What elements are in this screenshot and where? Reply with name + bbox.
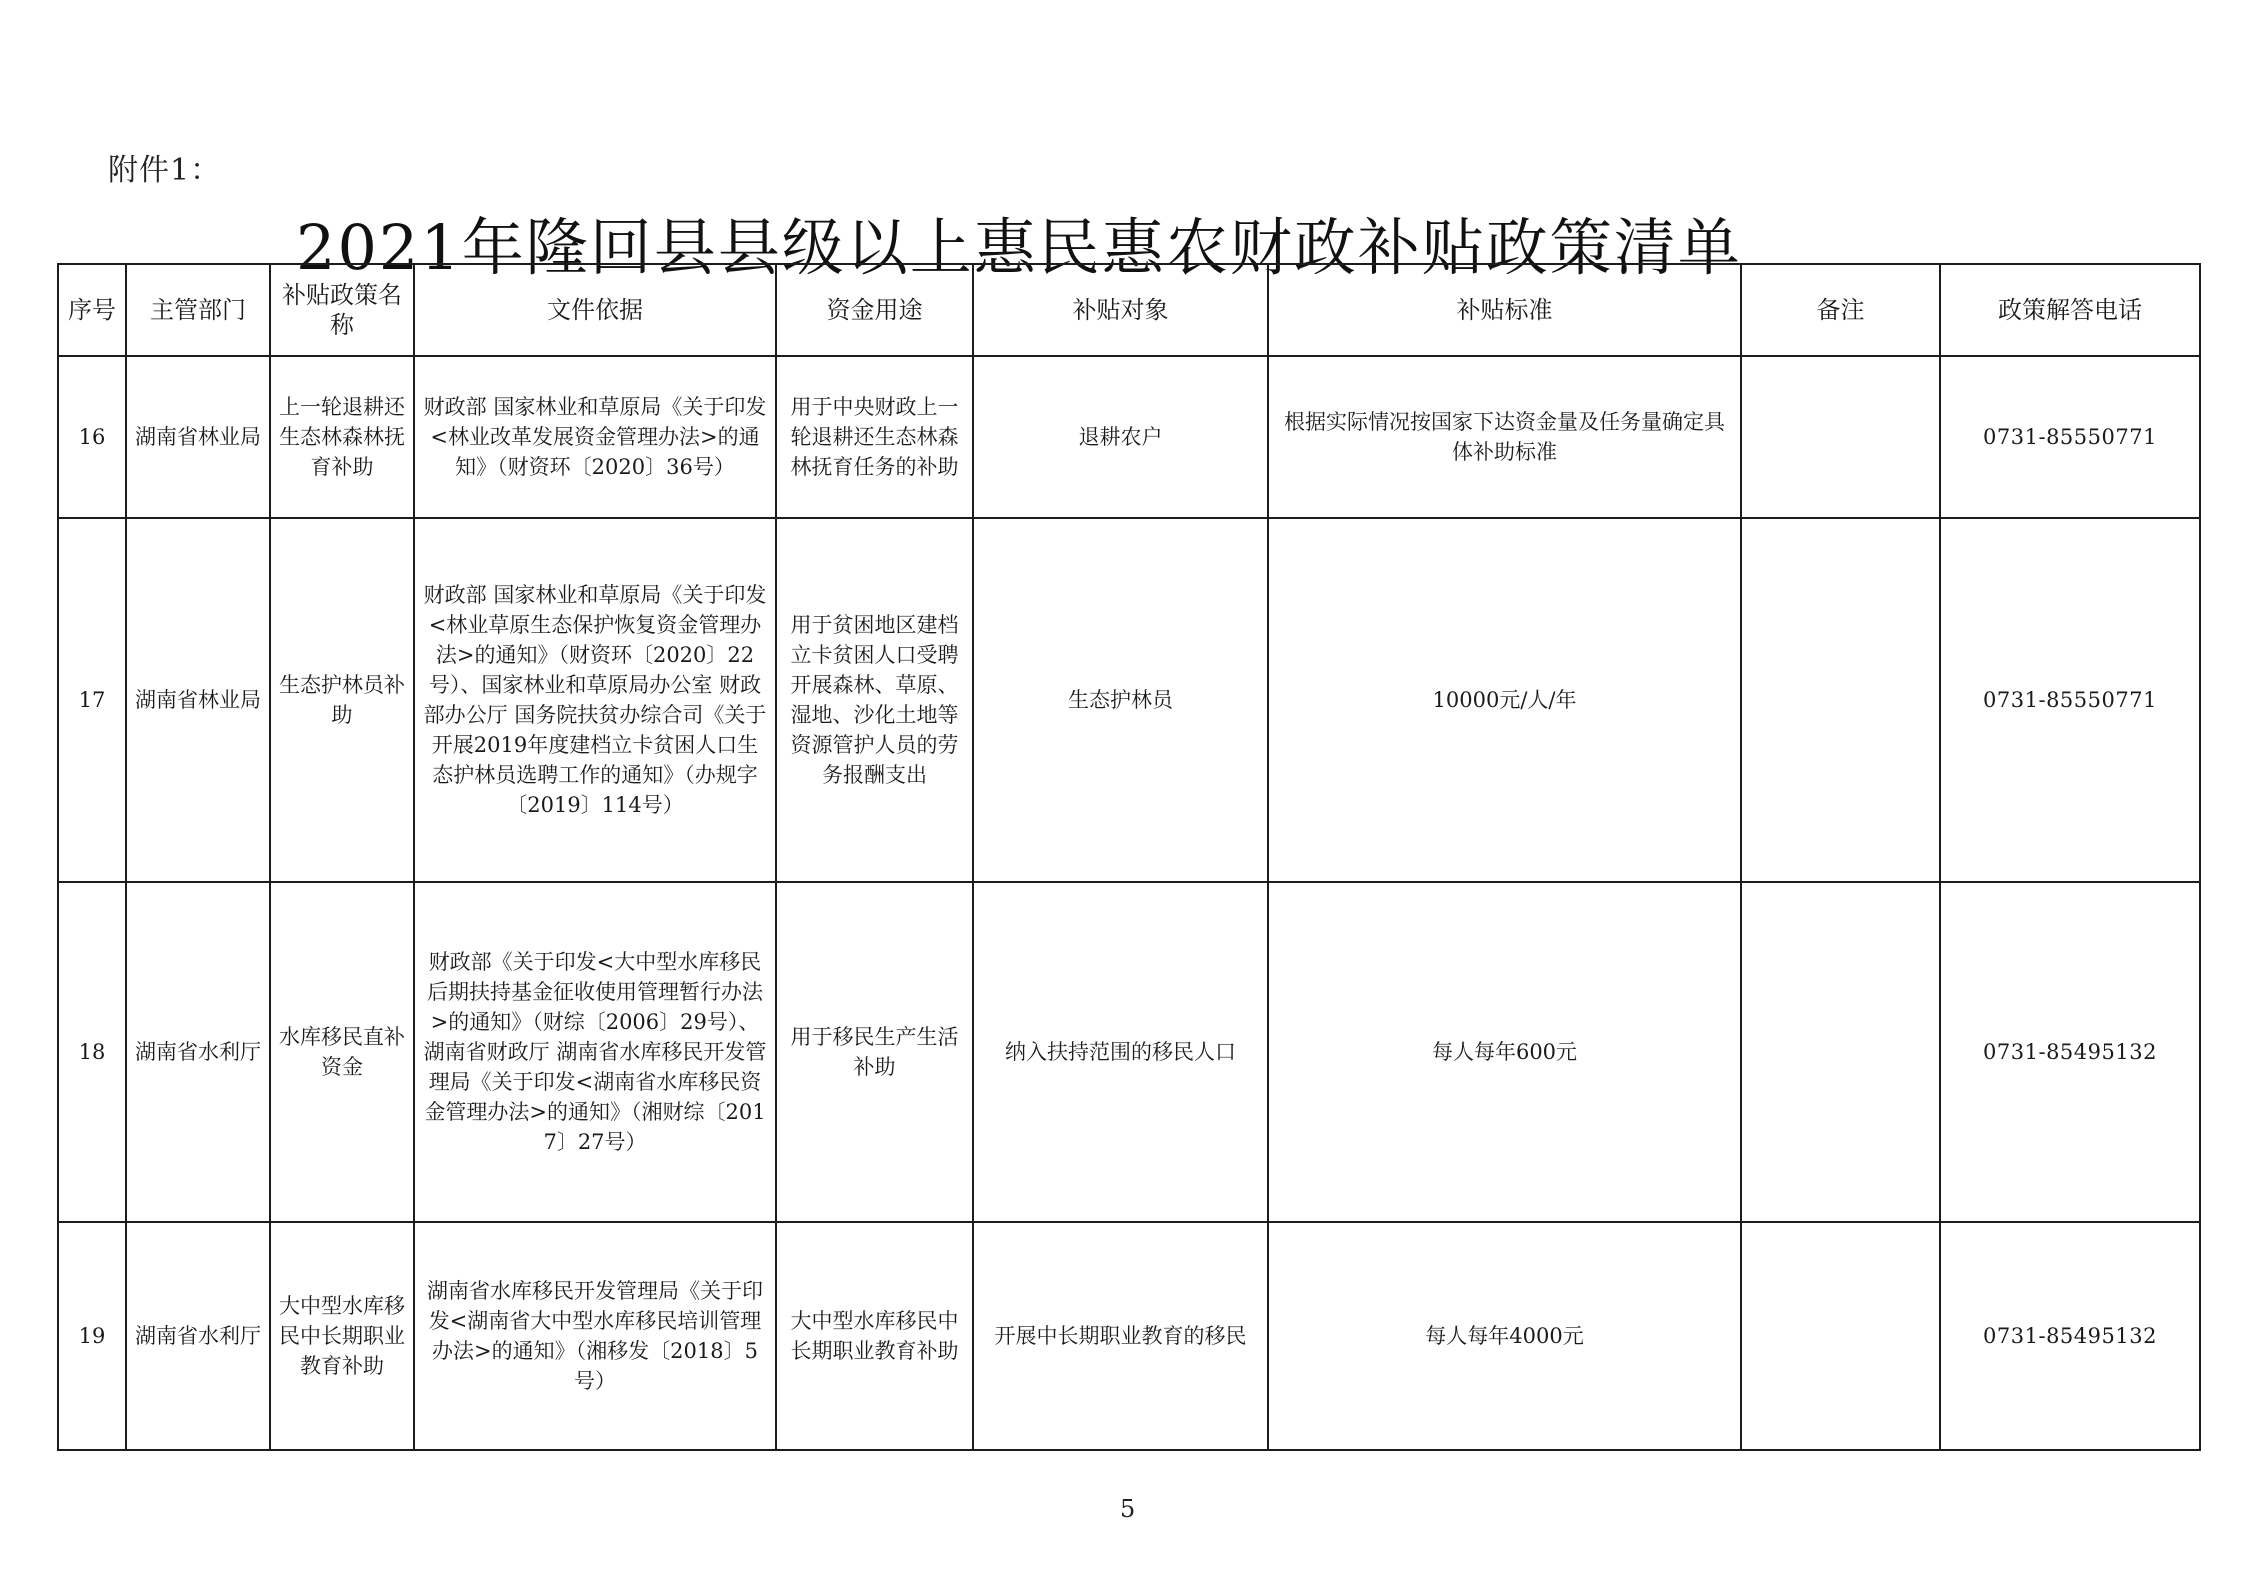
header-policy-name: 补贴政策名称 — [270, 264, 414, 356]
cell-target: 纳入扶持范围的移民人口 — [973, 882, 1268, 1222]
table-row — [58, 356, 2200, 518]
table-header-row — [58, 264, 2200, 356]
header-remarks: 备注 — [1741, 264, 1940, 356]
cell-dept: 湖南省水利厅 — [126, 1222, 270, 1450]
cell-remarks — [1741, 1222, 1940, 1450]
cell-fund-use: 用于贫困地区建档立卡贫困人口受聘开展森林、草原、湿地、沙化土地等资源管护人员的劳务报酬支出 — [776, 518, 973, 882]
cell-seq: 18 — [58, 882, 126, 1222]
cell-basis: 财政部《关于印发<大中型水库移民后期扶持基金征收使用管理暂行办法>的通知》（财综〔2006〕29号）、湖南省财政厅 湖南省水库移民开发管理局《关于印发<湖南省水库移民资金管理办法>的通知》（湘财综〔2017〕27号） — [414, 882, 776, 1222]
cell-policy-name: 大中型水库移民中长期职业教育补助 — [270, 1222, 414, 1450]
cell-target: 退耕农户 — [973, 356, 1268, 518]
cell-remarks — [1741, 882, 1940, 1222]
cell-basis: 财政部 国家林业和草原局《关于印发<林业草原生态保护恢复资金管理办法>的通知》（财资环〔2020〕22号）、国家林业和草原局办公室 财政部办公厅 国务院扶贫办综合司《关于开展2019年度建档立卡贫困人口生态护林员选聘工作的通知》（办规字〔2019〕114号） — [414, 518, 776, 882]
cell-target: 开展中长期职业教育的移民 — [973, 1222, 1268, 1450]
cell-seq: 16 — [58, 356, 126, 518]
cell-policy-name: 生态护林员补助 — [270, 518, 414, 882]
header-target: 补贴对象 — [973, 264, 1268, 356]
document-title: 2021年隆回县县级以上惠民惠农财政补贴政策清单 — [296, 211, 1742, 284]
cell-target: 生态护林员 — [973, 518, 1268, 882]
cell-phone: 0731-85550771 — [1940, 518, 2200, 882]
cell-fund-use: 用于移民生产生活补助 — [776, 882, 973, 1222]
header-basis: 文件依据 — [414, 264, 776, 356]
cell-standard: 10000元/人/年 — [1268, 518, 1741, 882]
cell-dept: 湖南省水利厅 — [126, 882, 270, 1222]
cell-standard: 根据实际情况按国家下达资金量及任务量确定具体补助标准 — [1268, 356, 1741, 518]
cell-remarks — [1741, 518, 1940, 882]
cell-fund-use: 用于中央财政上一轮退耕还生态林森林抚育任务的补助 — [776, 356, 973, 518]
header-dept: 主管部门 — [126, 264, 270, 356]
cell-policy-name: 水库移民直补资金 — [270, 882, 414, 1222]
page-number: 5 — [1120, 1495, 1136, 1523]
attachment-label: 附件1： — [108, 153, 222, 188]
cell-phone: 0731-85495132 — [1940, 882, 2200, 1222]
cell-phone: 0731-85495132 — [1940, 1222, 2200, 1450]
table-row — [58, 1222, 2200, 1450]
cell-seq: 19 — [58, 1222, 126, 1450]
table-row — [58, 518, 2200, 882]
cell-dept: 湖南省林业局 — [126, 356, 270, 518]
header-phone: 政策解答电话 — [1940, 264, 2200, 356]
cell-remarks — [1741, 356, 1940, 518]
policy-table — [57, 263, 2201, 1451]
cell-policy-name: 上一轮退耕还生态林森林抚育补助 — [270, 356, 414, 518]
cell-phone: 0731-85550771 — [1940, 356, 2200, 518]
cell-basis: 财政部 国家林业和草原局《关于印发<林业改革发展资金管理办法>的通知》（财资环〔2020〕36号） — [414, 356, 776, 518]
header-standard: 补贴标准 — [1268, 264, 1741, 356]
cell-standard: 每人每年600元 — [1268, 882, 1741, 1222]
cell-seq: 17 — [58, 518, 126, 882]
header-seq: 序号 — [58, 264, 126, 356]
cell-standard: 每人每年4000元 — [1268, 1222, 1741, 1450]
cell-dept: 湖南省林业局 — [126, 518, 270, 882]
header-fund-use: 资金用途 — [776, 264, 973, 356]
table-row — [58, 882, 2200, 1222]
cell-basis: 湖南省水库移民开发管理局《关于印发<湖南省大中型水库移民培训管理办法>的通知》（湘移发〔2018〕5号） — [414, 1222, 776, 1450]
cell-fund-use: 大中型水库移民中长期职业教育补助 — [776, 1222, 973, 1450]
